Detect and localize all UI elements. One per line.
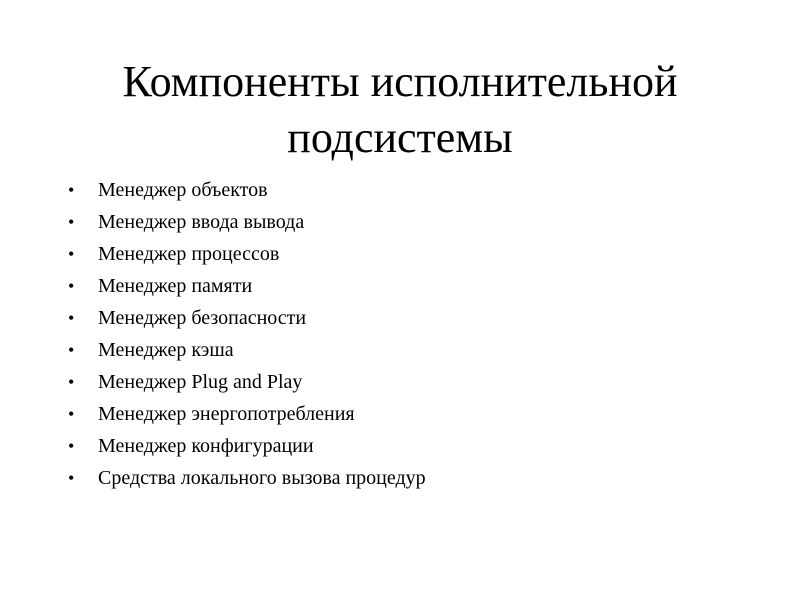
bullet-icon: • (68, 372, 75, 392)
bullet-icon: • (68, 212, 75, 232)
bullet-icon: • (68, 244, 75, 264)
list-item (60, 398, 760, 430)
bullet-icon: • (68, 340, 75, 360)
bullet-icon: • (68, 436, 75, 456)
list-item (60, 206, 760, 238)
list-item (60, 430, 760, 462)
list-item-text: Менеджер безопасности (98, 307, 307, 329)
list-item-text: Менеджер объектов (98, 179, 268, 201)
list-item-text: Средства локального вызова процедур (98, 467, 426, 489)
list-item (60, 238, 760, 270)
list-item (60, 366, 760, 398)
list-item (60, 334, 760, 366)
list-item-text: Менеджер конфигурации (98, 435, 314, 457)
list-item (60, 302, 760, 334)
list-item (60, 270, 760, 302)
list-item-text: Менеджер ввода вывода (98, 211, 305, 233)
list-item-text: Менеджер энергопотребления (98, 403, 355, 425)
bullet-list (60, 174, 760, 494)
bullet-icon: • (68, 404, 75, 424)
bullet-icon: • (68, 180, 75, 200)
bullet-icon: • (68, 468, 75, 488)
list-item (60, 174, 760, 206)
bullet-icon: • (68, 308, 75, 328)
list-item-text: Менеджер кэша (98, 339, 234, 361)
list-item (60, 462, 760, 494)
list-item-text: Менеджер памяти (98, 275, 253, 297)
bullet-icon: • (68, 276, 75, 296)
slide-title: Компоненты исполнительной подсистемы (122, 57, 678, 162)
list-item-text: Менеджер процессов (98, 243, 280, 265)
list-item-text: Менеджер Plug and Play (98, 371, 303, 393)
